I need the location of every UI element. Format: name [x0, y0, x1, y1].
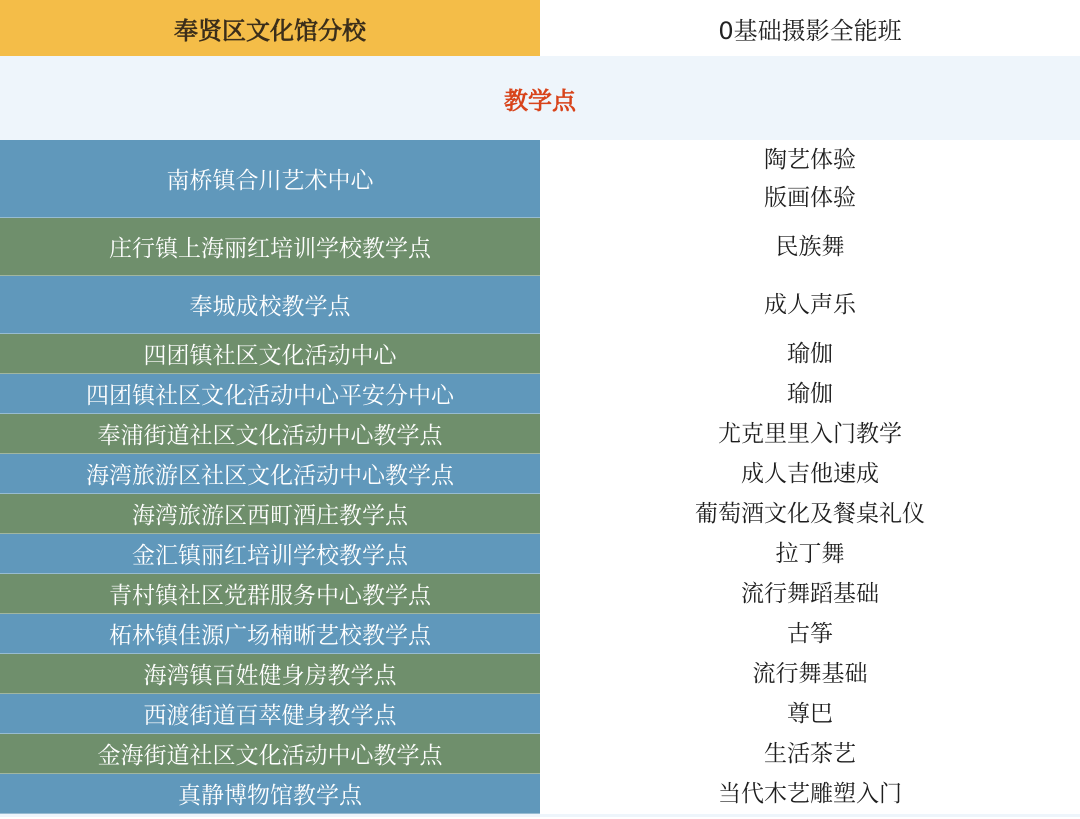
course-cell: [540, 654, 1080, 694]
table-row: [0, 614, 1080, 654]
location-cell: 柘林镇佳源广场楠晰艺校教学点: [0, 614, 540, 654]
table-row: [0, 574, 1080, 614]
course-name: 拉丁舞: [775, 541, 845, 567]
table-row: [0, 334, 1080, 374]
location-cell: 奉城成校教学点: [0, 276, 540, 334]
course-cell: [540, 694, 1080, 734]
table-row: [0, 454, 1080, 494]
course-name: 瑜伽: [787, 381, 833, 407]
table-row: [0, 534, 1080, 574]
table-row: [0, 774, 1080, 814]
course-cell: [540, 494, 1080, 534]
location-cell: 四团镇社区文化活动中心平安分中心: [0, 374, 540, 414]
course-title: 0基础摄影全能班: [540, 0, 1080, 56]
course-name: 当代木艺雕塑入门: [718, 781, 902, 807]
table-row: [0, 374, 1080, 414]
table-row: [0, 654, 1080, 694]
course-name: 成人吉他速成: [741, 461, 879, 487]
course-name: 尤克里里入门教学: [718, 421, 902, 447]
location-cell: 奉浦街道社区文化活动中心教学点: [0, 414, 540, 454]
location-cell: 四团镇社区文化活动中心: [0, 334, 540, 374]
course-name: 尊巴: [787, 701, 833, 727]
table-row: [0, 414, 1080, 454]
course-cell: [540, 140, 1080, 218]
table-row: [0, 140, 1080, 218]
course-cell: [540, 414, 1080, 454]
location-cell: 西渡街道百萃健身教学点: [0, 694, 540, 734]
course-name: 成人声乐: [764, 292, 856, 318]
header-row: [0, 0, 1080, 56]
course-cell: [540, 218, 1080, 276]
location-cell: 庄行镇上海丽红培训学校教学点: [0, 218, 540, 276]
location-cell: 金汇镇丽红培训学校教学点: [0, 534, 540, 574]
course-name: 流行舞蹈基础: [741, 581, 879, 607]
course-cell: [540, 374, 1080, 414]
section-header: [0, 56, 1080, 140]
location-cell: 真静博物馆教学点: [0, 774, 540, 814]
location-cell: 海湾旅游区西町酒庄教学点: [0, 494, 540, 534]
course-cell: [540, 614, 1080, 654]
course-cell: [540, 276, 1080, 334]
course-cell: [540, 454, 1080, 494]
section-title: 教学点: [504, 86, 576, 115]
location-cell: 海湾镇百姓健身房教学点: [0, 654, 540, 694]
location-cell: 金海街道社区文化活动中心教学点: [0, 734, 540, 774]
bottom-divider: [0, 814, 1080, 817]
course-name: 古筝: [787, 621, 833, 647]
course-name: 流行舞基础: [752, 661, 868, 687]
table-row: [0, 218, 1080, 276]
course-name: 葡萄酒文化及餐桌礼仪: [695, 501, 925, 527]
location-cell: 青村镇社区党群服务中心教学点: [0, 574, 540, 614]
course-cell: [540, 534, 1080, 574]
branch-title: 奉贤区文化馆分校: [0, 0, 540, 56]
course-name: 瑜伽: [787, 341, 833, 367]
location-cell: 海湾旅游区社区文化活动中心教学点: [0, 454, 540, 494]
course-name: 民族舞: [775, 234, 845, 260]
table-row: [0, 494, 1080, 534]
location-list: [0, 140, 1080, 814]
course-cell: [540, 734, 1080, 774]
course-cell: [540, 334, 1080, 374]
table-row: [0, 694, 1080, 734]
course-cell: [540, 574, 1080, 614]
course-cell: [540, 774, 1080, 814]
table-row: [0, 276, 1080, 334]
course-name: 陶艺体验: [764, 147, 856, 173]
location-cell: 南桥镇合川艺术中心: [0, 140, 540, 218]
course-name: 生活茶艺: [764, 741, 856, 767]
course-name: 版画体验: [764, 185, 856, 211]
table-row: [0, 734, 1080, 774]
